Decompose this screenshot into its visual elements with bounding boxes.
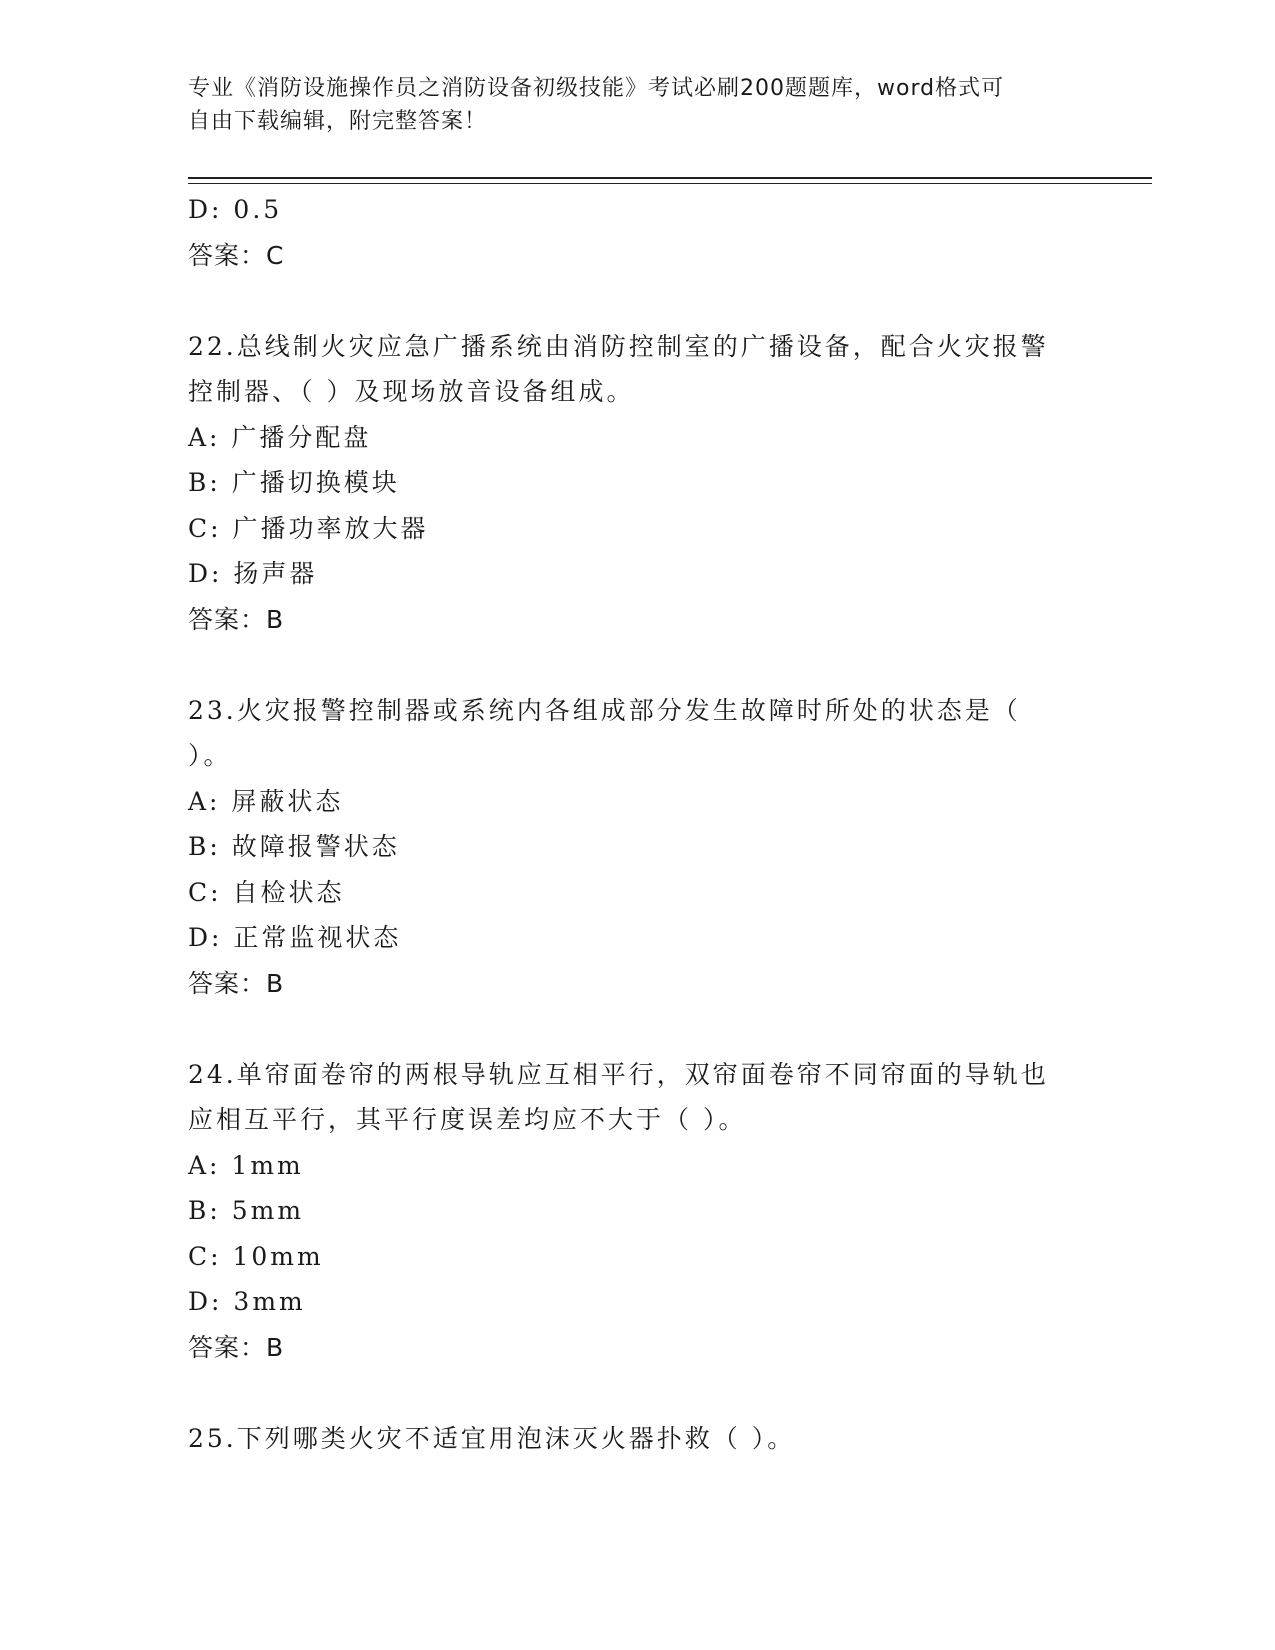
question-24 — [188, 1052, 1088, 1371]
question-23-option-c: C: 自检状态 — [188, 877, 345, 907]
question-list — [188, 187, 1088, 1461]
question-22 — [188, 324, 1088, 643]
question-22-option-c: C: 广播功率放大器 — [188, 513, 429, 543]
question-25-text-1: 25.下列哪类火灾不适宜用泡沫灭火器扑救（ ）。 — [188, 1423, 796, 1453]
question-22-option-b: B: 广播切换模块 — [188, 468, 400, 497]
spacer — [188, 642, 1088, 688]
question-23-option-b: B: 故障报警状态 — [188, 832, 400, 861]
question-22-option-a: A: 广播分配盘 — [188, 422, 372, 452]
question-23-text-1: 23.火灾报警控制器或系统内各组成部分发生故障时所处的状态是（ — [188, 695, 1021, 725]
question-22-option-d: D: 扬声器 — [188, 559, 318, 588]
question-24-text-2: 应相互平行，其平行度误差均应不大于（ ）。 — [188, 1105, 747, 1134]
prev-answer: 答案：C — [188, 240, 285, 270]
question-25 — [188, 1416, 1088, 1462]
header-divider-thick — [188, 177, 1152, 179]
header-line-1: 专业《消防设施操作员之消防设备初级技能》考试必刷200题题库，word格式可 — [188, 76, 1005, 101]
prev-option-d: D: 0.5 — [188, 195, 283, 224]
question-24-option-c: C: 10mm — [188, 1241, 324, 1271]
question-23-option-d: D: 正常监视状态 — [188, 923, 402, 952]
header-divider-thin — [188, 183, 1152, 184]
question-23-option-a: A: 屏蔽状态 — [188, 786, 344, 816]
question-22-text-2: 控制器、（ ）及现场放音设备组成。 — [188, 377, 635, 406]
spacer — [188, 1006, 1088, 1052]
spacer — [188, 1370, 1088, 1416]
question-24-option-a: A: 1mm — [188, 1150, 304, 1180]
header-line-2: 自由下载编辑，附完整答案！ — [188, 109, 488, 134]
question-24-option-b: B: 5mm — [188, 1196, 305, 1225]
question-23 — [188, 688, 1088, 1007]
question-24-text-1: 24.单帘面卷帘的两根导轨应互相平行，双帘面卷帘不同帘面的导轨也 — [188, 1059, 1049, 1089]
question-22-text-1: 22.总线制火灾应急广播系统由消防控制室的广播设备，配合火灾报警 — [188, 331, 1049, 361]
question-24-option-d: D: 3mm — [188, 1287, 306, 1316]
spacer — [188, 278, 1088, 324]
question-22-answer: 答案：B — [188, 604, 285, 634]
question-23-answer: 答案：B — [188, 968, 285, 998]
question-23-text-2: ）。 — [188, 741, 232, 770]
document-header — [188, 72, 1068, 138]
question-24-answer: 答案：B — [188, 1332, 285, 1362]
